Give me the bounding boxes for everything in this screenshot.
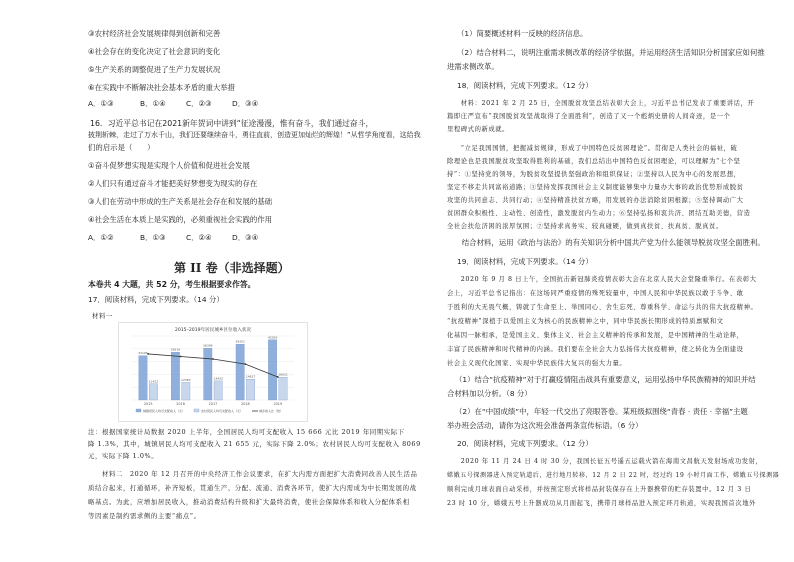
q17-part-2-line-2: 进需求侧改革。 [447, 62, 499, 71]
q15-choice-a: A．①③ [88, 99, 114, 108]
chart-bar [171, 352, 179, 400]
q16-option-4: ④社会生活在本质上是实践的，必须重视社会实践的作用 [88, 215, 273, 224]
q15-option-6: ⑥在实践中不断解决社会基本矛盾的重大举措 [88, 83, 236, 92]
chart-legend-swatch [136, 409, 141, 412]
income-chart [118, 322, 308, 422]
chart-data-label: 11422 [148, 379, 159, 384]
q15-option-5: ⑤生产关系的调整促进了生产力发展状况 [88, 65, 221, 74]
q15-choice-d: D．③④ [232, 99, 259, 108]
chart-ratio-point [147, 353, 149, 355]
q19-part-2-line-2: 举办班会活动，请你为这次班会准备两条宣传标语。（6 分） [447, 421, 643, 430]
q16-option-1: ①奋斗促梦想实现是实现个人价值和促进社会发展 [88, 161, 250, 170]
chart-bar [214, 381, 222, 400]
q20-text-4: 23 时 10 分，嫦娥五号上升器成功从月面起飞，携带月球样品进入预定环月轨道，实现我国首次地外 [447, 500, 757, 507]
chart-tick-label: 2015 [143, 402, 153, 406]
chart-bar [149, 384, 157, 400]
q16-stem-line-1: 16．习近平总书记在2021新年贺词中讲到“征途漫漫，惟有奋斗，我们通过奋斗， [90, 119, 374, 128]
q18-title: 18．阅读材料，完成下列要求。（12 分） [457, 81, 593, 90]
q19-text-3: 于胜利的大无畏气概，铸就了生命至上、举国同心、舍生忘死、尊重科学、命运与共的伟大抗疫精神。 [447, 304, 758, 311]
chart-title: 2015–2019年居民城乡区位收入状况 [174, 328, 252, 333]
q18-text-8: 攻坚的共同意志、共同行动；④坚持精准扶贫方略，用发展的办法消除贫困根源；⑤坚持调动广大 [447, 197, 744, 204]
q20-text-3: 顺利完成月球表面自动采样，并按预定形式将样品封装保存在上升器携带的贮存装置中。12 月 3 日 [447, 486, 752, 493]
q18-question: 结合材料，运用《政治与法治》的有关知识分析中国共产党为什么能领导脱贫攻坚全面胜利。 [447, 238, 765, 247]
chart-data-label: 14617 [245, 374, 256, 379]
q18-text-6: 持”：①坚持党的领导，为脱贫攻坚提供坚强政治和组织保证；②坚持以人民为中心的发展思想， [447, 171, 741, 178]
chart-bar [268, 340, 276, 400]
q19-text-7: 社会主义现代化国家、实现中华民族伟大复兴的强大力量。 [447, 360, 627, 367]
q15-option-3: ③农村经济社会发展规律得到创新和完善 [88, 29, 221, 38]
chart-bar [182, 382, 190, 400]
chart-ratio-point [277, 376, 279, 378]
q19-text-2: 会上，习近平总书记指出：在这场同严重疫情的殊死较量中，中国人民和中华民族以敢于斗争、敢 [447, 290, 744, 297]
chart-legend-swatch [194, 409, 199, 412]
chart-ratio-point [245, 363, 247, 365]
q19-text-4: “抗疫精神”深植于以爱国主义为核心的民族精神之中，同中华民族长期形成的特质禀赋和文 [447, 318, 724, 325]
q15-choice-b: B．①④ [140, 99, 166, 108]
q16-choice-a: A．①② [88, 233, 114, 242]
q16-choice-c: C．②④ [186, 233, 212, 242]
chart-data-label: 12363 [181, 377, 191, 382]
q18-text-9: 贫困群众积极性、主动性、创造性，激发脱贫内生动力；⑥坚持弘扬和衷共济、团结互助美德，营造 [447, 210, 751, 217]
chart-bar [204, 348, 212, 400]
q19-text-6: 丰富了民族精神和时代精神的内涵。我们要在全社会大力弘扬伟大抗疫精神，使之转化为全面建设 [447, 346, 744, 353]
q17-note-line-2: 降 1.3%，其中，城镇居民人均可支配收入 21 655 元，实际下降 2.0%；农村居民人均可支配收入 8069 [88, 440, 421, 448]
chart-data-label: 16021 [278, 372, 288, 377]
chart-bar [246, 379, 254, 400]
chart-data-label: 33616 [170, 347, 181, 352]
q17-note-line-3: 元，实际下降 1.0%。 [88, 452, 159, 460]
material-2-line-4: 等因素是制约需求侧的主要“痛点”。 [88, 512, 201, 520]
q15-choice-c: C．②③ [186, 99, 212, 108]
chart-tick-label: 2018 [241, 402, 250, 406]
q20-text-2: 嫦娥五号探测器进入预定轨道后，进行地月转移，12 月 2 日 22 时，经过约 19 小时月面工作，嫦娥五号探测器 [447, 472, 780, 479]
q16-choice-d: D．③④ [232, 233, 259, 242]
chart-bar [139, 356, 147, 400]
chart-bar [279, 377, 287, 400]
q17-part-1: （1）简要概述材料一反映的经济信息。 [457, 29, 588, 38]
q18-text-7: 坚定不移走共同富裕道路；③坚持发挥我国社会主义制度能够集中力量办大事的政治优势形成脱贫 [447, 184, 744, 191]
q20-title: 20．阅读材料，完成下列要求。（12 分） [457, 439, 593, 448]
q17-part-2-line-1: （2）结合材料二，说明注重需求侧改革的经济学依据，并运用经济生活知识分析国家应如何推 [457, 48, 765, 57]
chart-bar [236, 344, 244, 400]
material-2-line-1: 材料二 2020 年 12 月召开的中央经济工作会议要求，在扩大内需方面把扩大消费同改善人民生活品 [88, 470, 418, 478]
q15-option-4: ④社会存在的变化决定了社会意识的变化 [88, 47, 221, 56]
q19-text-1: 2020 年 9 月 8 日上午，全国抗击新冠肺炎疫情表彰大会在北京人民大会堂隆重举行。在表彰大 [447, 276, 757, 283]
q19-title: 19．阅读材料，完成下列要求。（14 分） [457, 257, 593, 266]
chart-tick-label: 2017 [208, 402, 218, 406]
q19-part-1-line-2: 合材料加以分析。（8 分） [447, 389, 532, 398]
material-1-label: 材料一 [92, 312, 113, 320]
q19-part-2-line-1: （2）在“中国成绩”中，年轻一代交出了亮眼答卷。某班级拟围绕“青春 · 责任 · 幸福”主题 [455, 407, 748, 416]
q20-text-1: 2020 年 11 月 24 日 4 时 30 分，我国长征五号遥五运载火箭在海南文昌航天发射场成功发射， [447, 458, 763, 465]
q18-text-5: 除理论也是我国脱贫攻坚取得胜利的基础，我们总结出中国特色反贫困理论，可以理解为“七个坚 [447, 158, 741, 165]
chart-data-label: 42359 [267, 335, 278, 340]
q18-text-2: 篇即庄严宣布“我国脱贫攻坚战取得了全面胜利”，创造了又一个彪炳史册的人间奇迹，是一个 [447, 113, 731, 120]
q16-stem-line-2: 披荆斩棘，走过了万水千山，我们还要继续奋斗，勇往直前，创造更加灿烂的辉煌！”从哲学角度看，这给我 [88, 131, 421, 139]
chart-legend-label: 城乡收入比（倍） [259, 409, 284, 413]
section-title: 第 II 卷（非选择题） [174, 261, 290, 275]
material-2-line-2: 质结合起来，打通循环，补齐短板，贯通生产、分配、流通、消费各环节，使扩大内需成为中长期发展的战 [88, 484, 417, 492]
q16-option-2: ②人们只有通过奋斗才能把美好梦想变为现实的存在 [88, 179, 258, 188]
chart-legend-label: 城镇居民人均可支配收入（元） [143, 409, 186, 413]
q19-part-1-line-1: （1）结合“抗疫精神”对于打赢疫情阻击战具有重要意义，运用弘扬中华民族精神的知识并结 [455, 375, 756, 384]
q18-text-1: 材料：2021 年 2 月 25 日，全国脱贫攻坚总结表彰大会上，习近平总书记发表了重要讲话，开 [447, 100, 755, 107]
chart-tick-label: 2016 [176, 402, 185, 406]
q18-text-10: 全社会扶危济困的浓厚氛围；⑦坚持求真务实、较真碰硬，做到真扶贫、扶真贫、脱真贫。 [447, 223, 723, 230]
chart-tick-label: 2019 [273, 402, 283, 406]
section-note: 本卷共 4 大题，共 52 分，考生根据要求作答。 [88, 280, 256, 289]
chart-ratio-point [180, 356, 182, 358]
q16-stem-line-3: 们的启示是（ ） [88, 143, 155, 152]
chart-ratio-point [212, 358, 214, 360]
chart-data-label: 36396 [203, 343, 213, 348]
q16-option-3: ③人们在劳动中形成的生产关系是社会存在和发展的基础 [88, 197, 273, 206]
chart-legend-label: 农村居民人均可支配收入（元） [201, 409, 244, 413]
chart-data-label: 39251 [235, 339, 245, 344]
q17-title: 17．阅读材料，完成下列要求。（14 分） [88, 295, 224, 304]
q18-text-4: “立足我国国情，把握减贫规律，形成了中国特色反贫困理论”。贯彻是人类社会的福祉，破 [447, 145, 738, 152]
q18-text-3: 里程碑式的新成就。 [447, 126, 510, 133]
material-2-line-3: 略基点。为此，应增加居民收入，推动消费结构升级和扩大最终消费，使社会保障体系和收入分配体系相 [88, 498, 410, 506]
chart-data-label: 13432 [213, 376, 223, 381]
q19-text-5: 化基因一脉相承，是爱国主义、集体主义、社会主义精神的传承和发展，是中国精神的生动诠释， [447, 332, 744, 339]
q17-note-line-1: 注：根据国家统计局数据 2020 上半年，全国居民人均可支配收入 15 666 元比 2019 年同期实际下 [88, 428, 405, 436]
chart-data-label: 31195 [138, 351, 148, 356]
q16-choice-b: B．①③ [140, 233, 166, 242]
